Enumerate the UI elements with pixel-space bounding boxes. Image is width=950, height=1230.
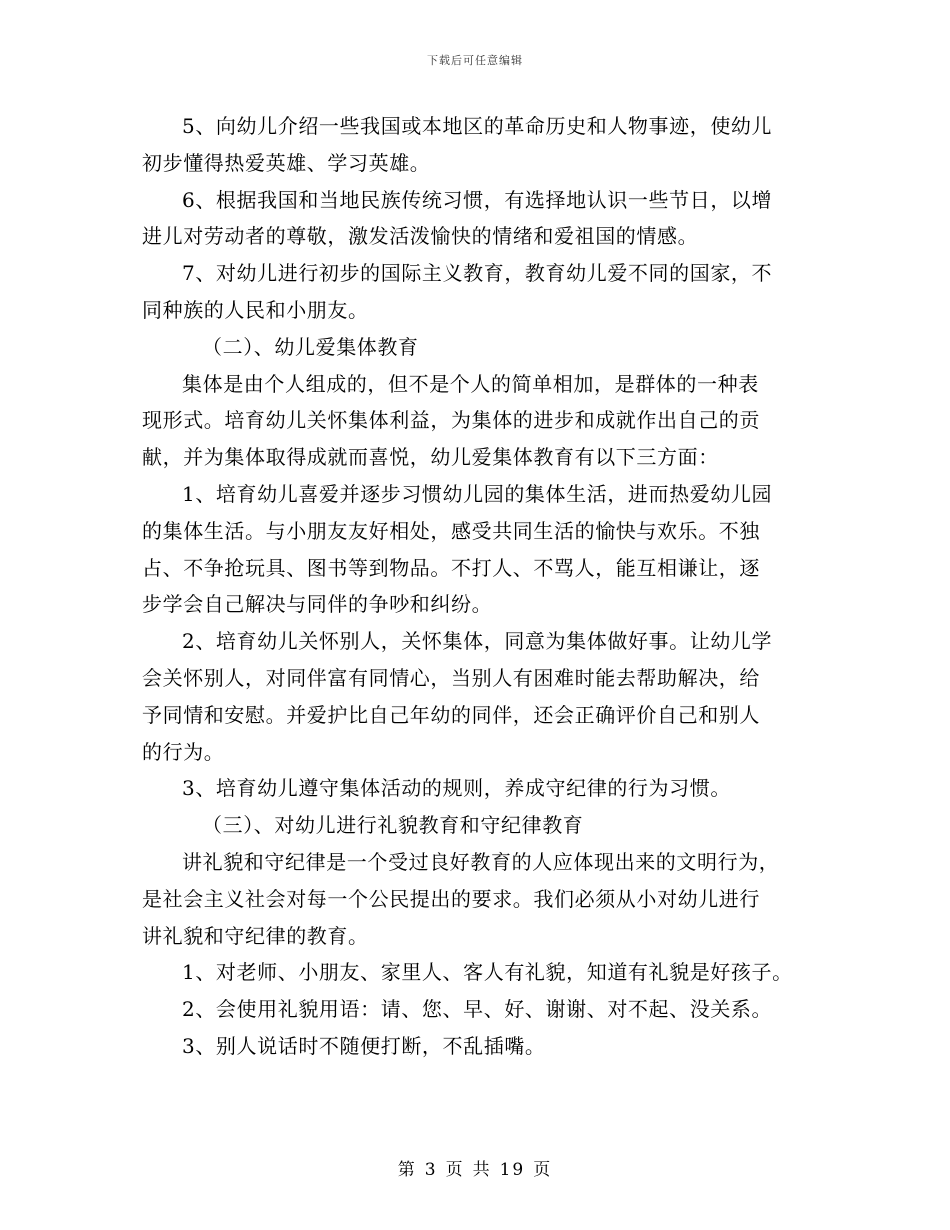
text-line: 的行为。 [142, 739, 225, 764]
page-footer [0, 1155, 950, 1180]
footer-current-page: 3 [424, 1160, 438, 1180]
text-line: 进儿对劳动者的尊敬，激发活泼愉快的情绪和爱祖国的情感。 [142, 224, 699, 249]
paragraph [142, 623, 832, 770]
text-line: 献，并为集体取得成就而喜悦，幼儿爱集体教育有以下三方面： [142, 445, 719, 470]
paragraph [142, 770, 832, 807]
text-line: 3、培育幼儿遵守集体活动的规则，养成守纪律的行为习惯。 [182, 776, 731, 801]
paragraph [142, 1028, 832, 1065]
text-line: 同种族的人民和小朋友。 [142, 297, 369, 322]
paragraph [142, 366, 832, 476]
text-line: 会关怀别人，对同伴富有同情心，当别人有困难时能去帮助解决，给 [142, 665, 760, 690]
text-line: （三）、对幼儿进行礼貌教育和守纪律教育 [202, 813, 584, 838]
paragraph [142, 255, 832, 329]
footer-prefix: 第 [397, 1160, 417, 1180]
text-line: 讲礼貌和守纪律是一个受过良好教育的人应体现出来的文明行为， [182, 849, 780, 874]
text-line: （二）、幼儿爱集体教育 [202, 334, 419, 359]
text-line: 1、培育幼儿喜爱并逐步习惯幼儿园的集体生活，进而热爱幼儿园 [182, 481, 773, 506]
footer-total-pages: 19 [499, 1160, 526, 1180]
text-line: 集体是由个人组成的，但不是个人的简单相加，是群体的一种表 [182, 371, 759, 396]
footer-page-word: 页 [445, 1160, 465, 1180]
paragraph [142, 108, 832, 182]
text-line: 现形式。培育幼儿关怀集体利益，为集体的进步和成就作出自己的贡 [142, 408, 760, 433]
text-line: 是社会主义社会对每一个公民提出的要求。我们必须从小对幼儿进行 [142, 886, 760, 911]
text-line: 2、培育幼儿关怀别人，关怀集体，同意为集体做好事。让幼儿学 [182, 629, 773, 654]
document-body [142, 108, 832, 1065]
text-line: 5、向幼儿介绍一些我国或本地区的革命历史和人物事迹，使幼儿 [182, 114, 773, 138]
text-line: 步学会自己解决与同伴的争吵和纠纷。 [142, 592, 493, 617]
paragraph [142, 476, 832, 623]
footer-suffix: 页 [533, 1160, 553, 1180]
text-line: 初步懂得热爱英雄、学习英雄。 [142, 150, 431, 175]
text-line: 7、对幼儿进行初步的国际主义教育，教育幼儿爱不同的国家，不 [182, 261, 773, 286]
text-line: 1、对老师、小朋友、家里人、客人有礼貌，知道有礼貌是好孩子。 [182, 960, 793, 985]
header-note: 下载后可任意编辑 [427, 54, 523, 67]
text-line: 予同情和安慰。并爱护比自己年幼的同伴，还会正确评价自己和别人 [142, 702, 760, 727]
text-line: 讲礼貌和守纪律的教育。 [142, 923, 369, 948]
text-line: 的集体生活。与小朋友友好相处，感受共同生活的愉快与欢乐。不独 [142, 518, 760, 543]
text-line: 3、别人说话时不随便打断，不乱插嘴。 [182, 1033, 546, 1058]
section-heading [142, 807, 832, 844]
text-line: 2、会使用礼貌用语：请、您、早、好、谢谢、对不起、没关系。 [182, 997, 773, 1022]
footer-total-word: 共 [472, 1160, 492, 1180]
text-line: 占、不争抢玩具、图书等到物品。不打人、不骂人，能互相谦让，逐 [142, 555, 760, 580]
section-heading [142, 329, 832, 366]
paragraph [142, 954, 832, 991]
paragraph [142, 182, 832, 256]
text-line: 6、根据我国和当地民族传统习惯，有选择地认识一些节日，以增 [182, 187, 773, 212]
paragraph [142, 844, 832, 954]
paragraph [142, 991, 832, 1028]
